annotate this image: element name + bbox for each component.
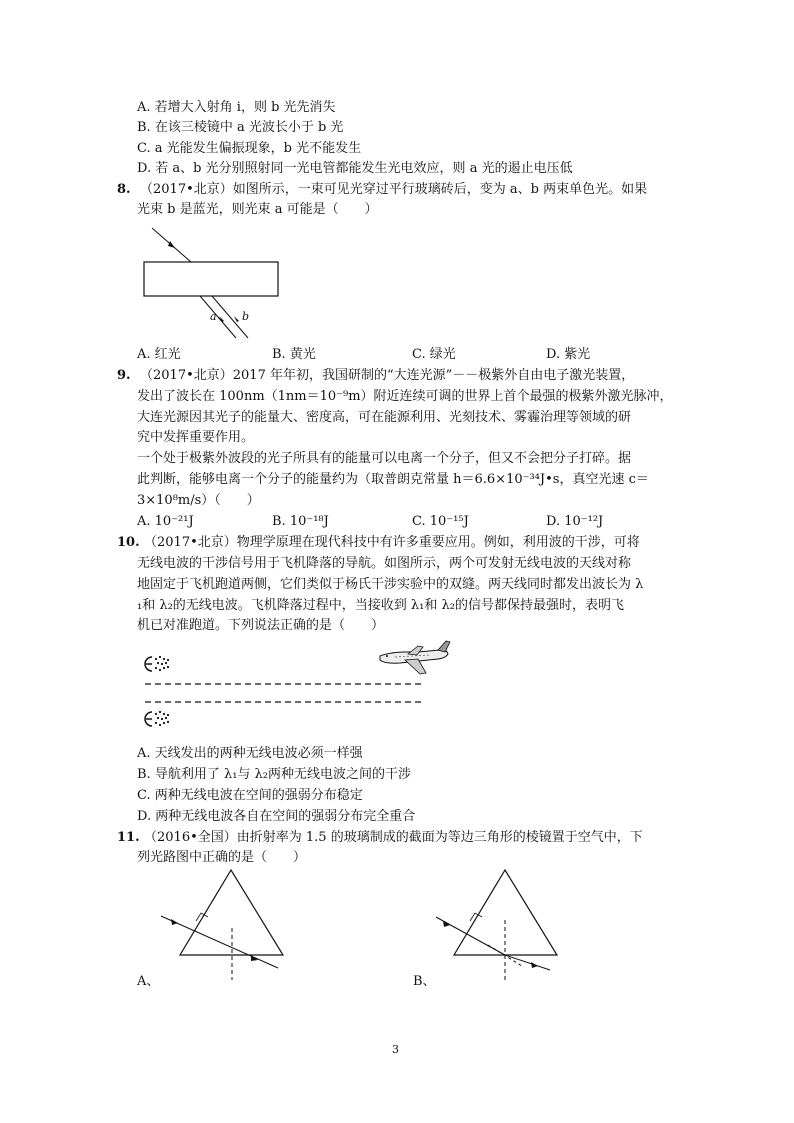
q8-option-d: D. 紫光 [546,347,591,362]
q11-stem-line1: （2016•全国）由折射率为 1.5 的玻璃制成的截面为等边三角形的棱镜置于空气中，下 [144,830,643,845]
q8-option-a: A. 红光 [137,347,181,362]
q9-stem-line2: 发出了波长在 100nm（1nm＝10⁻⁹m）附近连续可调的世界上首个最强的极紫外激光脉冲， [137,389,673,404]
q10-option-a: A. 天线发出的两种无线电波必须一样强 [137,746,363,761]
q10-stem-line1: （2017•北京）物理学原理在现代科技中有许多重要应用。例如，利用波的干涉，可将 [144,535,640,550]
q8-stem-line2: 光束 b 是蓝光，则光束 a 可能是（ ） [137,202,378,217]
q8-option-b: B. 黄光 [272,347,316,362]
q7-option-c: C. a 光能发生偏振现象，b 光不能发生 [137,141,362,156]
q11-stem-line2: 列光路图中正确的是（ ） [137,850,307,865]
q7-option-b: B. 在该三棱镜中 a 光波长小于 b 光 [137,120,344,135]
q9-stem-line4: 究中发挥重要作用。 [137,430,255,445]
q8-number: 8. [117,182,131,197]
q10-number: 10. [117,535,140,550]
q10-option-c: C. 两种无线电波在空间的强弱分布稳定 [137,788,363,803]
q11-fig-label-a: A、 [137,974,160,989]
q11-number: 11. [117,830,140,845]
q7-option-a: A. 若增大入射角 i，则 b 光先消失 [137,100,336,115]
q9-option-b: B. 10⁻¹⁸J [272,514,329,529]
q9-stem-line6: 此判断，能够电离一个分子的能量约为（取普朗克常量 h＝6.6×10⁻³⁴J•s，真空光速 c＝ [137,472,649,487]
q9-option-d: D. 10⁻¹²J [546,514,604,529]
q8-option-c: C. 绿光 [412,347,456,362]
q9-stem-line7: 3×10⁸m/s）（ ） [137,493,260,508]
q8-fig-label-a: a [210,310,217,323]
q10-stem-line5: 机已对准跑道。下列说法正确的是（ ） [137,618,385,633]
q10-option-b: B. 导航利用了 λ₁与 λ₂两种无线电波之间的干涉 [137,767,411,782]
q9-option-c: C. 10⁻¹⁵J [412,514,469,529]
q10-stem-line4: ₁和 λ₂的无线电波。飞机降落过程中，当接收到 λ₁和 λ₂的信号都保持最强时，表明飞 [137,598,624,613]
q9-stem-line5: 一个处于极紫外波段的光子所具有的能量可以电离一个分子，但又不会把分子打碎。据 [137,451,632,466]
q10-option-d: D. 两种无线电波各自在空间的强弱分布完全重合 [137,809,416,824]
q9-stem-line3: 大连光源因其光子的能量大、密度高，可在能源利用、光刻技术、雾霾治理等领域的研 [137,410,632,425]
q7-option-d: D. 若 a、b 光分别照射同一光电管都能发生光电效应，则 a 光的遏止电压低 [137,161,573,176]
q11-fig-label-b: B、 [413,974,436,989]
q9-number: 9. [117,368,131,383]
q10-stem-line2: 无线电波的干涉信号用于飞机降落的导航。如图所示，两个可发射无线电波的天线对称 [137,556,632,571]
q9-option-a: A. 10⁻²¹J [137,514,194,529]
q10-stem-line3: 地固定于飞机跑道两侧，它们类似于杨氏干涉实验中的双缝。两天线同时都发出波长为 λ [137,577,644,592]
q8-fig-label-b: b [242,310,250,323]
page-number: 3 [392,1043,399,1056]
q9-stem-line1: （2017•北京）2017 年年初，我国研制的“大连光源”－－极紫外自由电子激光装置， [140,368,635,383]
q8-stem-line1: （2017•北京）如图所示，一束可见光穿过平行玻璃砖后，变为 a、b 两束单色光。如果 [140,182,648,197]
